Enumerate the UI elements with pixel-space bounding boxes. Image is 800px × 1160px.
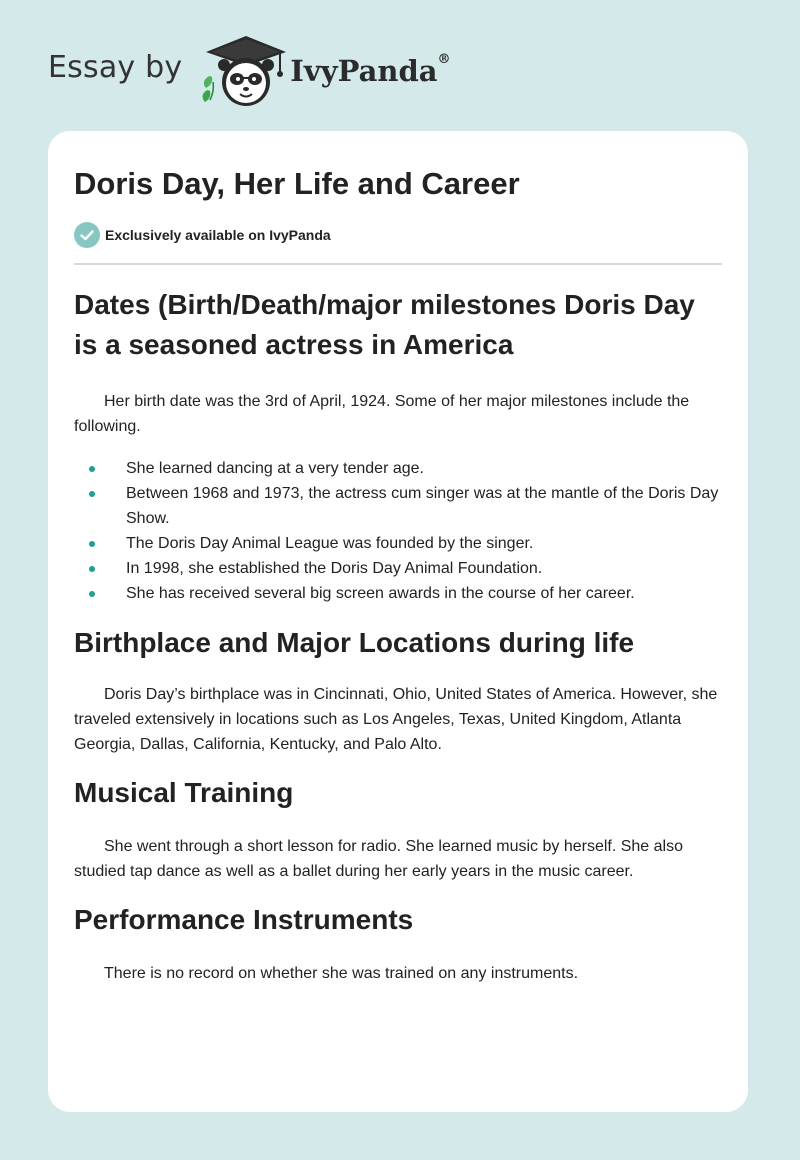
brand-name: IvyPanda® [290, 52, 451, 88]
exclusive-label: Exclusively available on IvyPanda [105, 227, 331, 243]
panda-graduation-cap-icon [198, 32, 288, 108]
list-item: The Doris Day Animal League was founded by the singer. [74, 531, 722, 556]
section-heading-performance-instruments: Performance Instruments [74, 903, 414, 935]
exclusive-badge [74, 222, 722, 248]
section-heading-musical-training: Musical Training [74, 776, 294, 808]
ivypanda-logo[interactable] [198, 32, 450, 108]
check-circle-icon [74, 222, 100, 248]
bullet-dot-icon [89, 566, 95, 572]
bullet-dot-icon [89, 491, 95, 497]
section-paragraph-performance-instruments: There is no record on whether she was trained on any instruments. [104, 964, 579, 982]
site-header [48, 30, 451, 110]
divider [74, 263, 722, 265]
page-title: Doris Day, Her Life and Career [74, 166, 520, 201]
section-paragraph-birthplace: Doris Day’s birthplace was in Cincinnati, Ohio, United States of America. However, she traveled extensively in locations such as Los Angeles, Texas, United Kingdom, Atlanta Georgia, Dallas, California, Kentucky, and Palo Alto. [74, 685, 718, 753]
bullet-dot-icon [89, 466, 95, 472]
section-paragraph-musical-training: She went through a short lesson for radio. She learned music by herself. She also studied tap dance as well as a ballet during her early years in the music career. [74, 837, 683, 880]
milestones-list [74, 456, 722, 606]
section-paragraph-dates: Her birth date was the 3rd of April, 1924. Some of her major milestones include the following. [74, 392, 690, 435]
list-item: She learned dancing at a very tender age. [74, 456, 722, 481]
section-heading-dates: Dates (Birth/Death/major milestones Doris Day is a seasoned actress in America [74, 288, 695, 360]
list-item: In 1998, she established the Doris Day Animal Foundation. [74, 556, 722, 581]
essay-card [48, 131, 748, 1112]
list-item: She has received several big screen awards in the course of her career. [74, 581, 722, 606]
section-heading-birthplace: Birthplace and Major Locations during life [74, 626, 635, 658]
essay-by-label: Essay by [48, 49, 183, 85]
bullet-dot-icon [89, 541, 95, 547]
list-item: Between 1968 and 1973, the actress cum singer was at the mantle of the Doris Day Show. [74, 481, 722, 531]
bullet-dot-icon [89, 591, 95, 597]
registered-mark: ® [437, 52, 451, 67]
